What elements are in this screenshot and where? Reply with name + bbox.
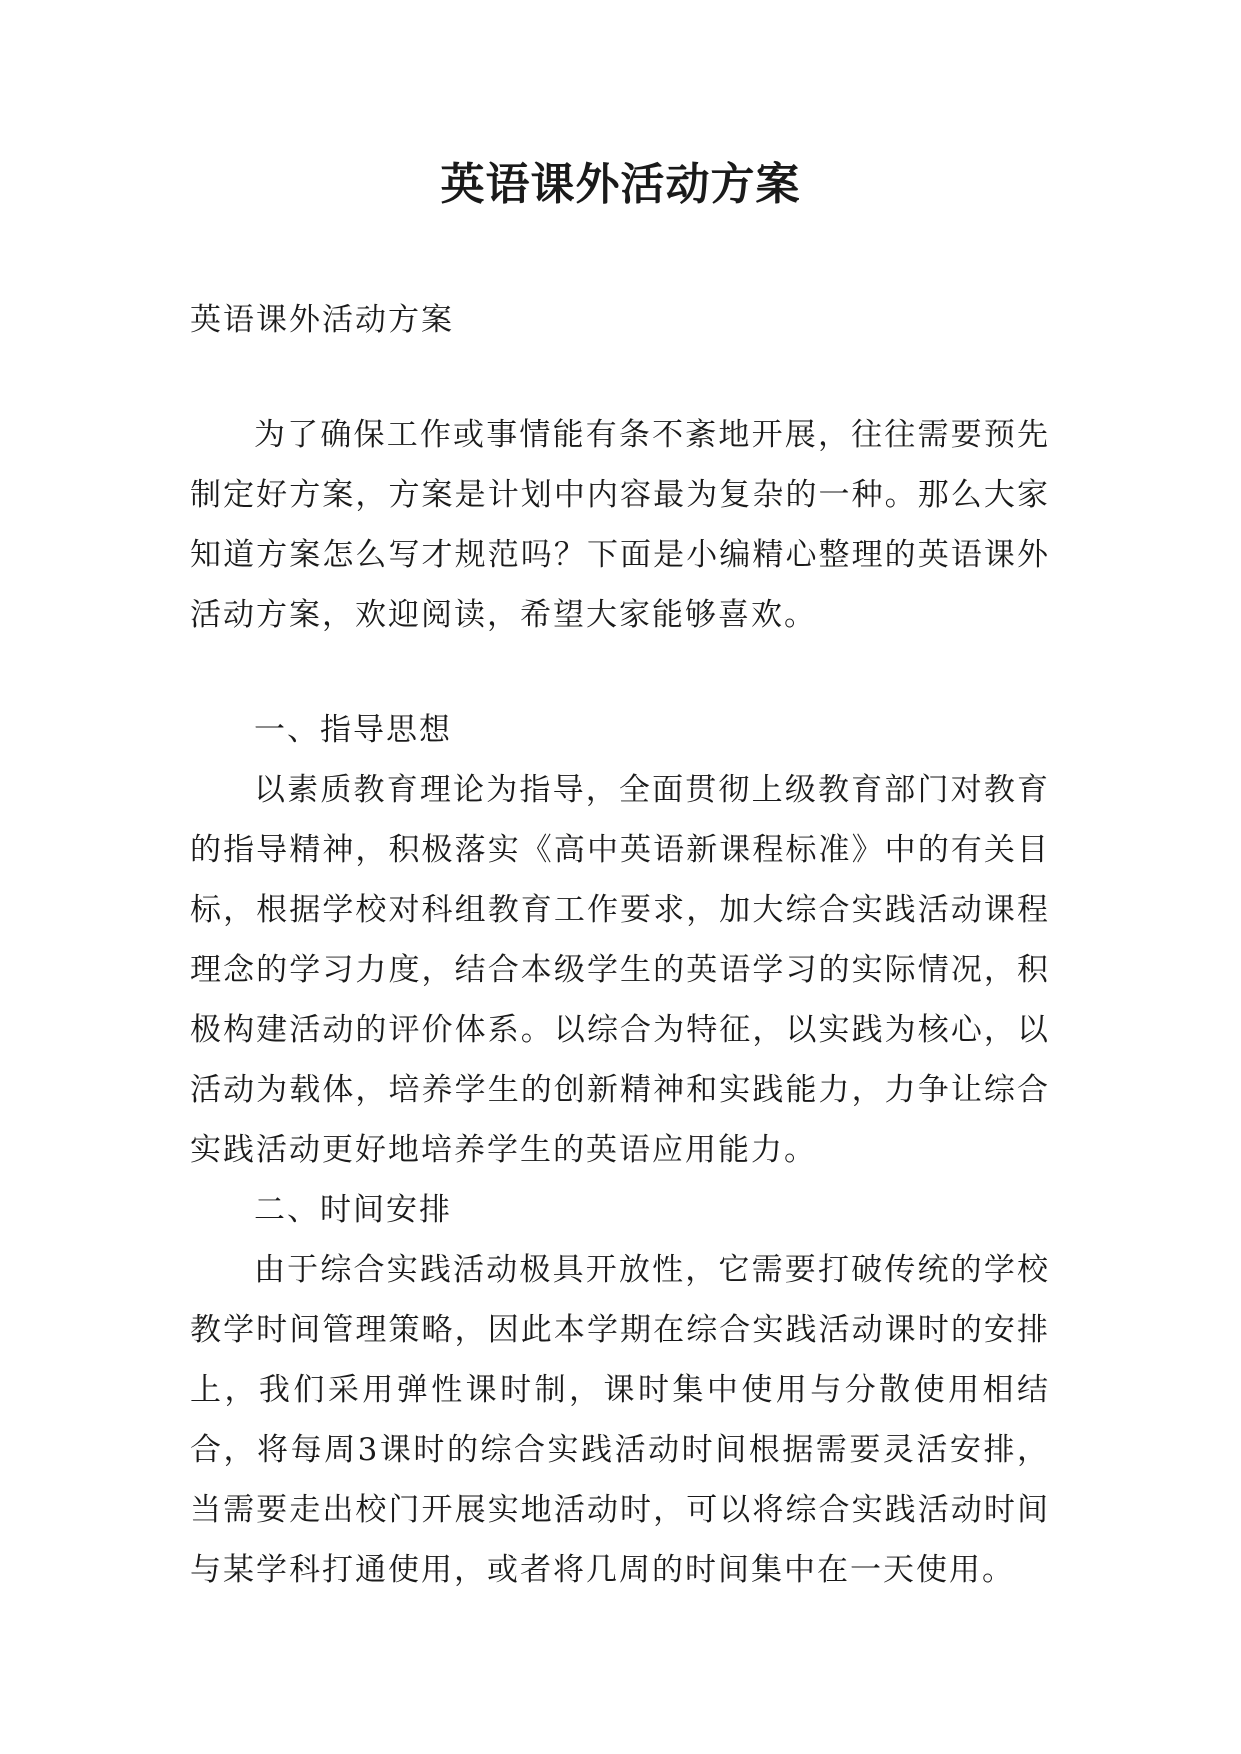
section-paragraph-guiding-ideology: 以素质教育理论为指导，全面贯彻上级教育部门对教育的指导精神，积极落实《高中英语新课程标准》中的有关目标，根据学校对科组教育工作要求，加大综合实践活动课程理念的学习力度，结合本级学生的英语学习的实际情况，积极构建活动的评价体系。以综合为特征，以实践为核心，以活动为载体，培养学生的创新精神和实践能力，力争让综合实践活动更好地培养学生的英语应用能力。 bbox=[190, 772, 1050, 1168]
intro-paragraph: 为了确保工作或事情能有条不紊地开展，往往需要预先制定好方案，方案是计划中内容最为复杂的一种。那么大家知道方案怎么写才规范吗？下面是小编精心整理的英语课外活动方案，欢迎阅读，希望大家能够喜欢。 bbox=[190, 417, 1050, 633]
document-body bbox=[190, 290, 1050, 1600]
document-title: 英语课外活动方案 bbox=[440, 159, 801, 210]
section-heading-guiding-ideology: 一、指导思想 bbox=[254, 712, 452, 748]
section-heading-time-schedule: 二、时间安排 bbox=[254, 1192, 452, 1228]
document-subtitle: 英语课外活动方案 bbox=[190, 302, 454, 338]
section-paragraph-time-schedule: 由于综合实践活动极具开放性，它需要打破传统的学校教学时间管理策略，因此本学期在综合实践活动课时的安排上，我们采用弹性课时制，课时集中使用与分散使用相结合，将每周3课时的综合实践活动时间根据需要灵活安排，当需要走出校门开展实地活动时，可以将综合实践活动时间与某学科打通使用，或者将几周的时间集中在一天使用。 bbox=[190, 1252, 1050, 1588]
